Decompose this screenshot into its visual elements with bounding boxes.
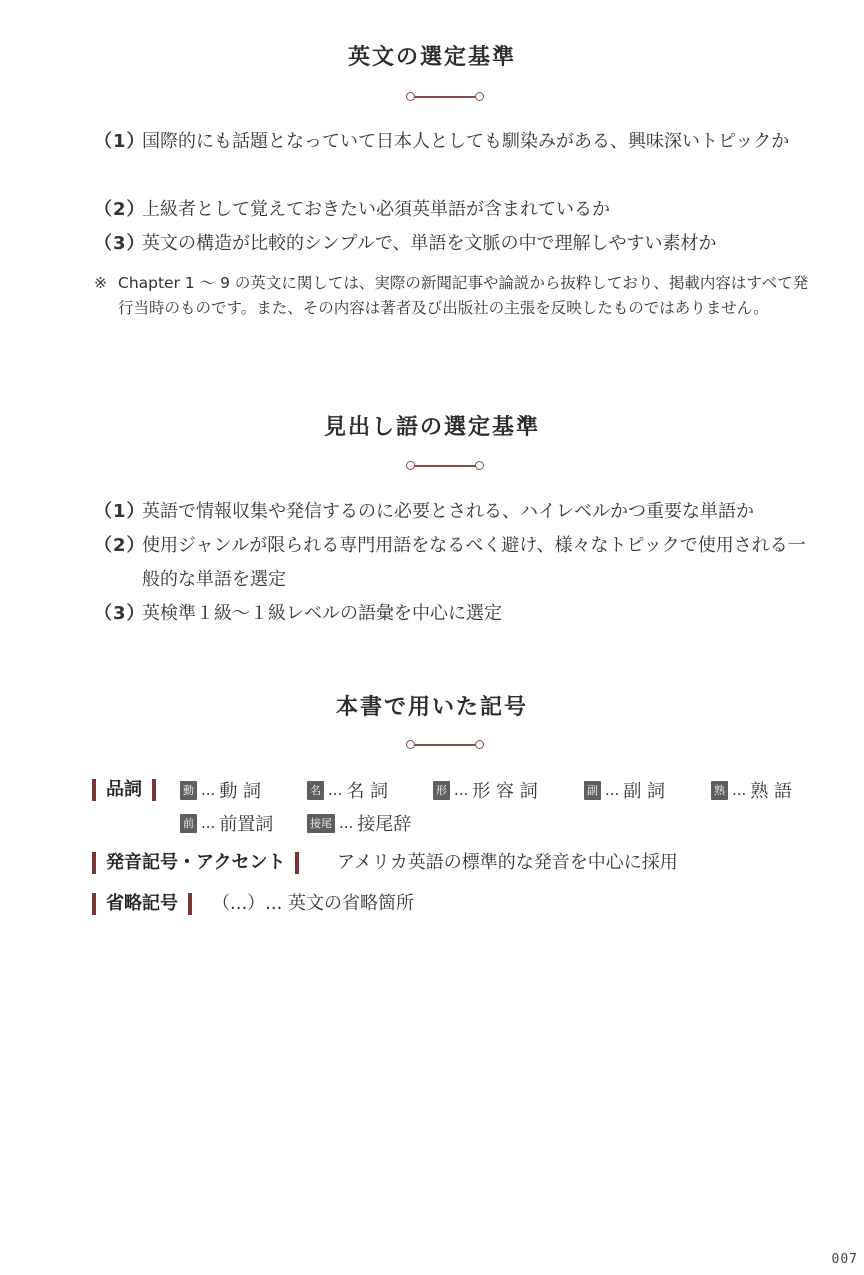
item-text: 上級者として覚えておきたい必須英単語が含まれているか	[142, 199, 610, 220]
item-number: （1）	[94, 501, 146, 522]
pos-tag: 形	[433, 781, 450, 800]
item-text: 英文の構造が比較的シンプルで、単語を文脈の中で理解しやすい素材か	[142, 233, 717, 254]
pos-text: 形 容 詞	[472, 781, 538, 802]
item-number: （1）	[94, 131, 146, 152]
pos-dots: ...	[328, 781, 343, 799]
label-bar	[152, 779, 156, 801]
accent-label	[92, 850, 299, 876]
list-item	[94, 125, 814, 159]
list-item	[94, 193, 814, 227]
list-item	[94, 597, 814, 631]
pos-adjective	[433, 777, 538, 803]
pos-dots: ...	[454, 781, 469, 799]
pos-suffix	[307, 810, 411, 836]
item-text: 使用ジャンルが限られる専門用語をなるべく避け、様々なトピックで使用される一般的な単語を選定	[142, 535, 806, 590]
item-text: 英検準１級～１級レベルの語彙を中心に選定	[142, 603, 502, 624]
ornament-divider	[406, 460, 484, 472]
item-text: 国際的にも話題となっていて日本人としても馴染みがある、興味深いトピックか	[142, 131, 790, 152]
accent-text: アメリカ英語の標準的な発音を中心に採用	[337, 852, 678, 873]
pos-dots: ...	[339, 814, 354, 832]
label-bar	[295, 852, 299, 874]
pos-tag: 副	[584, 781, 601, 800]
pos-text: 名 詞	[346, 781, 389, 802]
pos-preposition	[180, 810, 273, 836]
pos-tag: 動	[180, 781, 197, 800]
pos-text: 熟 語	[750, 781, 793, 802]
ornament-divider	[406, 739, 484, 751]
item-number: （2）	[94, 535, 146, 556]
pos-tag: 熟	[711, 781, 728, 800]
pos-dots: ...	[605, 781, 620, 799]
pos-dots: ...	[201, 814, 216, 832]
pos-text: 前置詞	[219, 814, 274, 835]
label-bar	[92, 779, 96, 801]
list-item	[94, 227, 814, 261]
abbr-label-text: 省略記号	[106, 893, 178, 914]
list-item	[94, 495, 814, 529]
ornament-divider	[406, 91, 484, 103]
item-number: （3）	[94, 603, 146, 624]
note-text: Chapter 1 ～ 9 の英文に関しては、実際の新聞記事や論説から抜粋しており、掲載内容はすべて発行当時のものです。また、その内容は著者及び出版社の主張を反映したものではありません。	[118, 274, 809, 317]
label-bar	[92, 893, 96, 915]
item-number: （2）	[94, 199, 146, 220]
pos-label-text: 品詞	[106, 779, 142, 800]
pos-dots: ...	[201, 781, 216, 799]
item-number: （3）	[94, 233, 146, 254]
item-text: 英語で情報収集や発信するのに必要とされる、ハイレベルかつ重要な単語か	[142, 501, 754, 522]
pos-label	[92, 777, 156, 803]
label-bar	[188, 893, 192, 915]
pos-noun	[307, 777, 388, 803]
pos-text: 動 詞	[219, 781, 262, 802]
section-title-symbols: 本書で用いた記号	[335, 695, 528, 720]
pos-text: 接尾辞	[357, 814, 412, 835]
pos-tag: 名	[307, 781, 324, 800]
pos-verb	[180, 777, 261, 803]
pos-tag: 接尾	[307, 814, 335, 833]
label-bar	[92, 852, 96, 874]
pos-tag: 前	[180, 814, 197, 833]
section-title-english-selection: 英文の選定基準	[347, 45, 516, 70]
pos-adverb	[584, 777, 665, 803]
abbr-label	[92, 891, 192, 917]
abbr-text: （...）... 英文の省略箇所	[212, 893, 415, 914]
note	[94, 271, 814, 321]
section-title-headword-selection: 見出し語の選定基準	[323, 415, 540, 440]
list-item	[94, 529, 814, 597]
page-number: 007	[831, 1252, 858, 1267]
accent-label-text: 発音記号・アクセント	[106, 852, 286, 873]
pos-text: 副 詞	[623, 781, 666, 802]
pos-dots: ...	[732, 781, 747, 799]
note-mark: ※	[94, 274, 107, 292]
pos-idiom	[711, 777, 792, 803]
